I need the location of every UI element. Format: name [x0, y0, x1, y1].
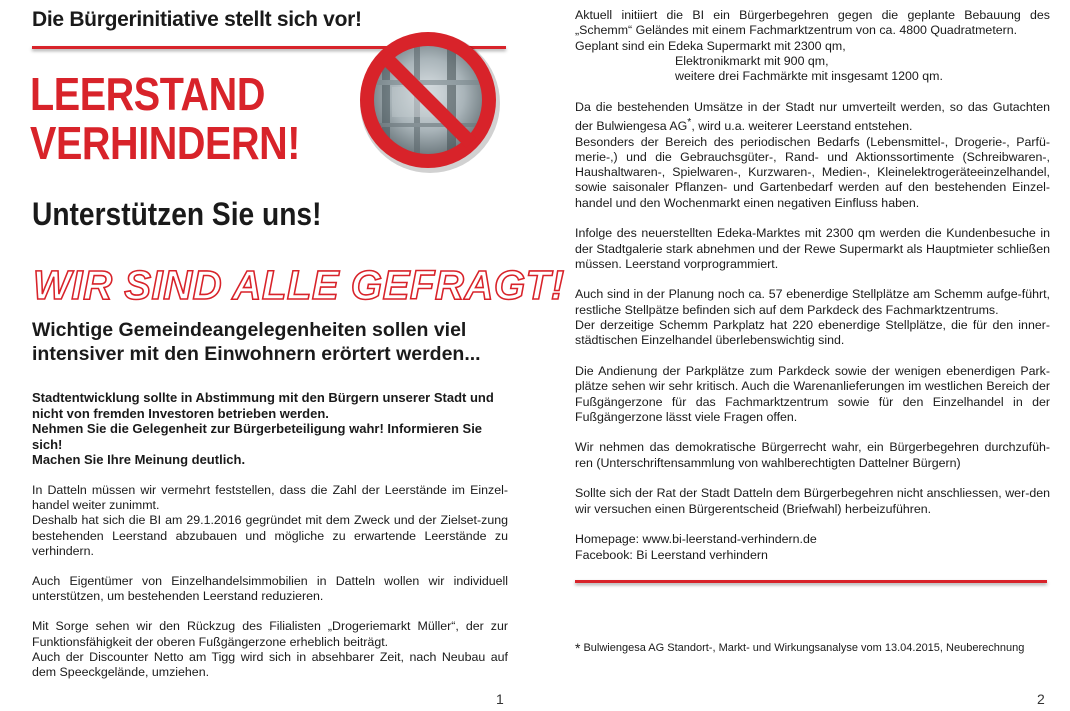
paragraph-stellplaetze-a: Auch sind in der Planung noch ca. 57 ebenerdige Stellplätze am Schemm aufge-führt, restliche Stellpätze befinden sich auf dem Parkdeck des Fachmarktzentrums. [575, 287, 1050, 317]
footnote-text: Bulwiengesa AG Standort-, Markt- und Wirkungsanalyse vom 13.04.2015, Neuberechnung [583, 642, 1025, 654]
cta-line-1: Stadtentwicklung sollte in Abstimmung mit den Bürgern unserer Stadt und nicht von fremden Investoren betrieben werden. [32, 390, 494, 421]
footnote-mark: * [575, 640, 581, 656]
plan-line-1: Geplant sind ein Edeka Supermarkt mit 2300 qm, [575, 38, 846, 53]
subheadline: Unterstützen Sie uns! [32, 196, 322, 232]
main-headline [30, 70, 300, 168]
headline-line-1: LEERSTAND [30, 68, 265, 120]
plan-line-3: weitere drei Fachmärkte mit insgesamt 1200 qm. [675, 69, 943, 84]
cta-line-2: Nehmen Sie die Gelegenheit zur Bürgerbeteiligung wahr! Informieren Sie sich! [32, 421, 483, 452]
paragraph-1a: In Datteln müssen wir vermehrt feststellen, dass die Zahl der Leerstände im Einzel-handel weiter zunimmt. [32, 483, 508, 513]
paragraph-edeka: Infolge des neuerstellten Edeka-Marktes mit 2300 qm werden die Kundenbesuche in der Stadtgalerie stark abnehmen und der Rewe Supermarkt als Hauptmieter schließen müssen. Leerstand vorprogrammiert. [575, 226, 1050, 271]
paragraph-stellplaetze-b: Der derzeitige Schemm Parkplatz hat 220 ebenerdige Stellplätze, die für den inner-städtischen Einzelhandel überlebenswichtig sind. [575, 318, 1050, 348]
facebook-link[interactable]: Facebook: Bi Leerstand verhindern [575, 547, 768, 562]
no-entry-sign-icon [352, 25, 504, 175]
page-2 [535, 0, 1070, 711]
paragraph-plan: Aktuell initiiert die BI ein Bürgerbegehren gegen die geplante Bebauung des „Schemm“ Geländes mit einem Fachmarktzentrum von ca. 4800 Quadratmetern. [575, 8, 1050, 38]
paragraph-2: Auch Eigentümer von Einzelhandelsimmobilien in Datteln wollen wir individuell unterstützen, um bestehenden Leerstand reduzieren. [32, 574, 508, 604]
footnote-marker: * [687, 117, 692, 129]
footnote [575, 640, 1055, 656]
call-to-action-block [32, 390, 510, 468]
bottom-red-rule [575, 580, 1047, 583]
outline-slogan: WIR SIND ALLE GEFRAGT! [33, 262, 565, 308]
paragraph-buergerbegehren: Wir nehmen das demokratische Bürgerrecht wahr, ein Bürgerbegehren durchzufüh-ren (Unterschriftensammlung von wahlberechtigten Dattelner Bürgern) [575, 440, 1050, 470]
paragraph-bedarf: Besonders der Bereich des periodischen Bedarfs (Lebensmittel-, Drogerie-, Parfü-merie-,) und die Gebrauchsgüter-, Rand- und Aktionssortimente (Schreibwaren-, Haushaltwaren-, Spielwaren-, Kurzwaren-, Medien-, Kleinelektrogeräteeinzelhandel, sowie saisonaler Pflanzen- und Gartenbedarf werden auf den bestehenden Einzel-handel und den Wochenmarkt einen negativen Einfluss haben. [575, 134, 1050, 210]
paragraph-3b: Auch der Discounter Netto am Tigg wird sich in absehbarer Zeit, nach Neubau auf dem Speeckgelände, umziehen. [32, 649, 508, 680]
page-number: 1 [496, 691, 504, 707]
plan-line-2: Elektronikmarkt mit 900 qm, [675, 53, 829, 68]
page-number: 2 [1037, 691, 1045, 707]
paragraph-andienung: Die Andienung der Parkplätze zum Parkdeck sowie der wenigen ebenerdigen Park-plätze sehen wir sehr kritisch. Auch die Warenanlieferungen im westlichen Bereich der Fußgängerzone für das Fachmarktzentrum sowie für den Einzelhandel in der Fußgängerzone lässt viele Fragen offen. [575, 363, 1050, 424]
paragraph-buergerentscheid: Sollte sich der Rat der Stadt Datteln dem Bürgerbegehren nicht anschliessen, wer-den wir versuchen einen Bürgerentscheid (Briefwahl) herbeizuführen. [575, 486, 1050, 516]
paragraph-3a: Mit Sorge sehen wir den Rückzug des Filialisten „Drogeriemarkt Müller“, der zur Funktionsfähigkeit der oberen Fußgängerzone erheblich beiträgt. [32, 619, 508, 649]
lead-text: Wichtige Gemeindeangelegenheiten sollen viel intensiver mit den Einwohnern erörtert werden... [32, 319, 481, 365]
paragraph-1b: Deshalb hat sich die BI am 29.1.2016 gegründet mit dem Zweck und der Zielset-zung bestehenden Leerstand abzubauen und mögliche zu erwartende Leerstände zu verhindern. [32, 513, 508, 558]
kicker-title: Die Bürgerinitiative stellt sich vor! [32, 8, 362, 31]
headline-line-2: VERHINDERN! [30, 117, 301, 169]
page-1-body [32, 483, 508, 695]
paragraph-gutachten-b: , wird u.a. weiterer Leerstand entstehen. [691, 119, 913, 134]
paragraph-gutachten-a: Da die bestehenden Umsätze in der Stadt nur umverteilt werden, so das Gutachten der Bulwiengesa AG [575, 99, 1050, 134]
homepage-link[interactable]: Homepage: www.bi-leerstand-verhindern.de [575, 532, 817, 547]
page-2-body [575, 8, 1050, 578]
cta-line-3: Machen Sie Ihre Meinung deutlich. [32, 452, 246, 467]
